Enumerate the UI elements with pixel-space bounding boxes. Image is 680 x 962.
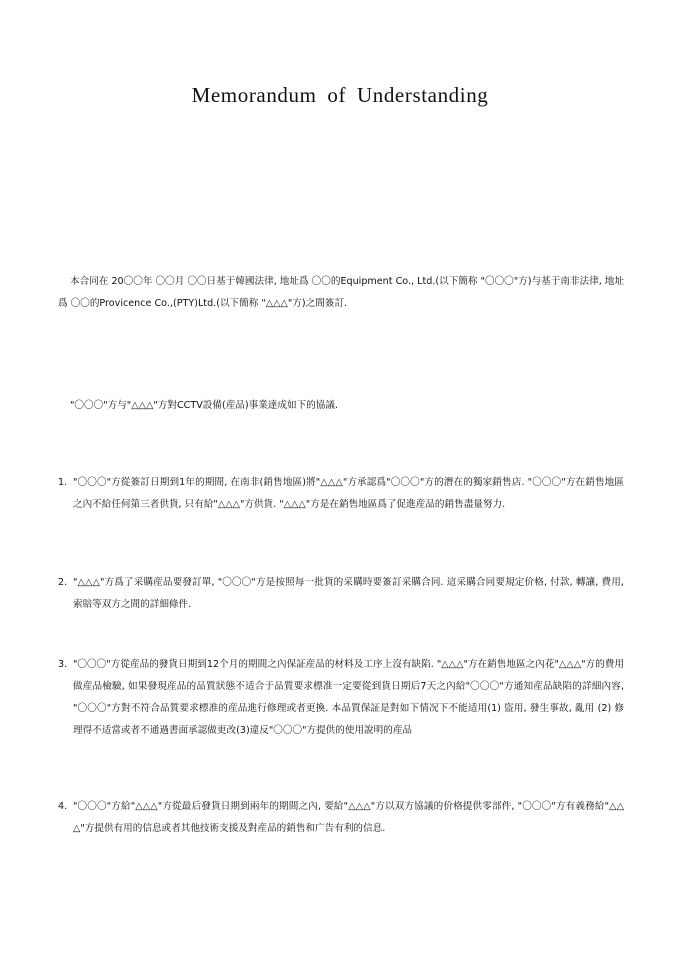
clause-number: 3. [58,659,68,670]
agreement-statement: "〇〇〇"方与"△△△"方對CCTV設備(産品)事業達成如下的協議. [70,400,339,411]
intro-paragraph: 本合同在 20〇〇年 〇〇月 〇〇日基于韓國法律, 地址爲 〇〇的Equipment Co., Ltd.(以下簡称 "〇〇〇"方)与基于南非法律, 地址爲 〇〇的Provicence Co.,(PTY)Ltd.(以下簡称 "△△△"方)之間簽訂. [58,276,624,309]
clause-number: 1. [58,477,68,488]
clause-text: "〇〇〇"方從産品的發貨日期到12个月的期間之內保証産品的材料及工序上沒有缺陷. "△△△"方在銷售地區之內花"△△△"方的費用做産品檢驗, 如果發現産品的品質狀態不适合于品質要求標准一定要從到貨日期后7天之內給"〇〇〇"方通知産品缺陷的詳細內容, "〇〇〇"方對不符合品質要求標准的産品進行修理或者更換. 本品質保証是對如下情况下不能适用(1) 盜用, 發生事故, 亂用 (2) 修理得不适當或者不通過書面承認做更改(3)違反"〇〇〇"方提供的使用說明的産品 [73,659,624,736]
clause-number: 2. [58,577,68,588]
document-title: Memorandum of Understanding [191,83,489,107]
clause-text: "〇〇〇"方給"△△△"方從最后發貨日期到兩年的期間之內, 要給"△△△"方以双方協議的价格提供零部件, "〇〇〇"方有義務給"△△△"方提供有用的信息或者其他技術支援及對産品的銷售和广告有利的信息. [73,801,624,834]
clause-text: "△△△"方爲了采購産品要發訂單, "〇〇〇"方是按照每一批貨的采購時要簽訂采購合同. 這采購合同要規定价格, 付款, 轉讓, 費用, 索賠等双方之間的詳細條件. [73,577,624,610]
clause-text: "〇〇〇"方從簽訂日期到1年的期間, 在南非(銷售地區)將"△△△"方承認爲"〇〇〇"方的潛在的獨家銷售店. "〇〇〇"方在銷售地區之內不給任何第三者供貨, 只有給"△△△"方供貨. "△△△"方是在銷售地區爲了促進産品的銷售盡量努力. [73,477,624,510]
clause-number: 4. [58,801,68,812]
